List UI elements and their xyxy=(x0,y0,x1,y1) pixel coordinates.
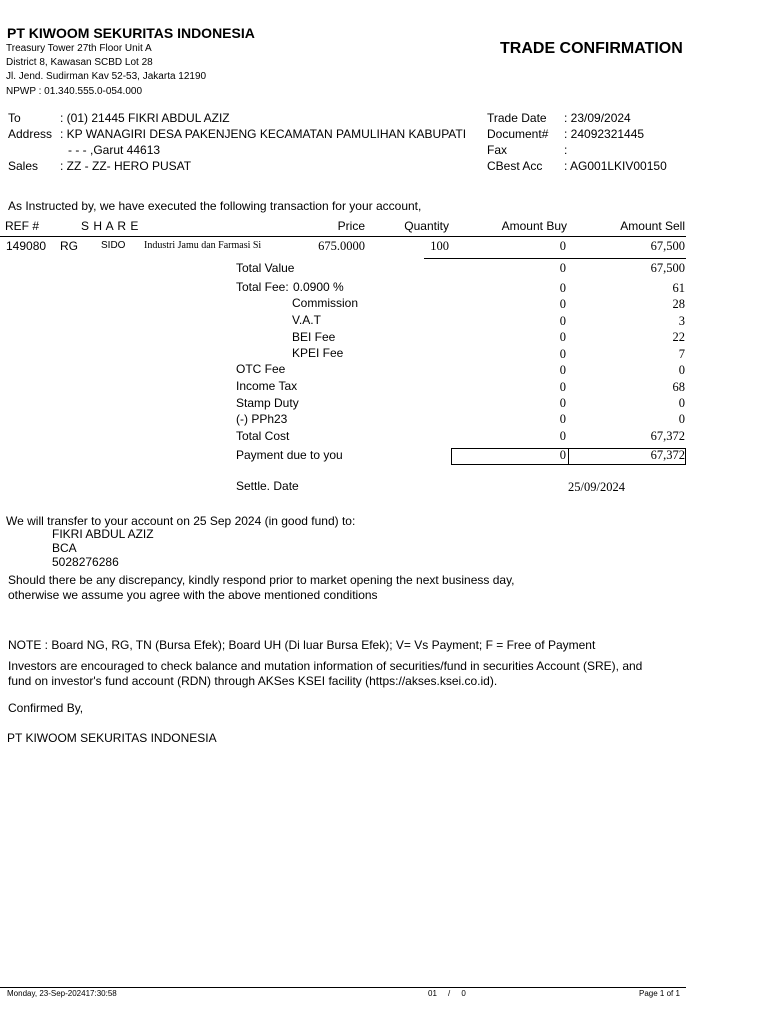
company-name: PT KIWOOM SEKURITAS INDONESIA xyxy=(7,25,255,41)
bei-fee-label: BEI Fee xyxy=(292,330,336,344)
total-value-label: Total Value xyxy=(236,261,295,275)
total-fee-buy: 0 xyxy=(559,281,566,295)
kpei-fee-label: KPEI Fee xyxy=(292,346,344,360)
sales-value: : ZZ - ZZ- HERO PUSAT xyxy=(60,159,192,173)
doc-title: TRADE CONFIRMATION xyxy=(500,40,683,57)
total-fee-sell: 61 xyxy=(672,281,685,295)
row-amount-sell: 67,500 xyxy=(650,239,685,253)
transfer-name: FIKRI ABDUL AZIZ xyxy=(52,527,154,541)
commission-sell: 28 xyxy=(672,297,685,311)
stamp-duty-buy: 0 xyxy=(559,396,566,410)
row-price: 675.0000 xyxy=(318,239,365,253)
vat-buy: 0 xyxy=(559,314,566,328)
document-value: : 24092321445 xyxy=(564,127,645,141)
row-board: RG xyxy=(60,239,78,253)
address-value-2: - - - ,Garut 44613 xyxy=(68,143,161,157)
total-cost-buy: 0 xyxy=(559,429,566,443)
settle-date-value: 25/09/2024 xyxy=(568,480,625,494)
total-cost-sell: 67,372 xyxy=(650,429,685,443)
header-share: S H A R E xyxy=(81,219,139,233)
otc-fee-sell: 0 xyxy=(678,363,685,377)
total-value-sell: 67,500 xyxy=(650,261,685,275)
income-tax-sell: 68 xyxy=(672,380,685,394)
row-divider xyxy=(424,258,686,259)
kpei-fee-buy: 0 xyxy=(559,347,566,361)
company-address-line-2: District 8, Kawasan SCBD Lot 28 xyxy=(6,57,153,68)
company-address-line-3: Jl. Jend. Sudirman Kav 52-53, Jakarta 12190 xyxy=(6,71,207,82)
otc-fee-buy: 0 xyxy=(559,363,566,377)
row-amount-buy: 0 xyxy=(559,239,566,253)
stamp-duty-sell: 0 xyxy=(678,396,685,410)
payment-due-buy: 0 xyxy=(559,448,566,462)
pph23-label: (-) PPh23 xyxy=(236,412,288,426)
pph23-sell: 0 xyxy=(678,412,685,426)
footer-timestamp: Monday, 23-Sep-202417:30:58 xyxy=(7,989,117,998)
header-price: Price xyxy=(337,219,365,233)
board-note: NOTE : Board NG, RG, TN (Bursa Efek); Board UH (Di luar Bursa Efek); V= Vs Payment; F = Free of Payment xyxy=(8,638,596,652)
address-label: Address xyxy=(8,127,53,141)
company-npwp: NPWP : 01.340.555.0-054.000 xyxy=(6,86,143,97)
otc-fee-label: OTC Fee xyxy=(236,362,286,376)
income-tax-buy: 0 xyxy=(559,380,566,394)
transfer-bank: BCA xyxy=(52,541,77,555)
footer-page: Page 1 of 1 xyxy=(639,989,680,998)
total-value-buy: 0 xyxy=(559,261,566,275)
payment-due-sell: 67,372 xyxy=(650,448,685,462)
header-divider xyxy=(0,236,686,237)
discrepancy-line-1: Should there be any discrepancy, kindly respond prior to market opening the next business day, xyxy=(8,573,515,587)
vat-label: V.A.T xyxy=(292,313,321,327)
address-value: : KP WANAGIRI DESA PAKENJENG KECAMATAN PAMULIHAN KABUPATI xyxy=(60,127,467,141)
cbest-value: : AG001LKIV00150 xyxy=(564,159,667,173)
confirmed-by: Confirmed By, xyxy=(8,701,84,715)
row-quantity: 100 xyxy=(430,239,449,253)
cbest-label: CBest Acc xyxy=(487,159,543,173)
row-ref: 149080 xyxy=(6,239,47,253)
income-tax-label: Income Tax xyxy=(236,379,298,393)
header-amount-buy: Amount Buy xyxy=(501,219,567,233)
pph23-buy: 0 xyxy=(559,412,566,426)
payment-due-label: Payment due to you xyxy=(236,448,343,462)
transfer-account: 5028276286 xyxy=(52,555,119,569)
stamp-duty-label: Stamp Duty xyxy=(236,396,299,410)
header-quantity: Quantity xyxy=(404,219,449,233)
vat-sell: 3 xyxy=(678,314,685,328)
transfer-intro: We will transfer to your account on 25 Sep 2024 (in good fund) to: xyxy=(6,514,356,528)
row-code: SIDO xyxy=(101,240,126,251)
fax-label: Fax xyxy=(487,143,508,157)
bei-fee-buy: 0 xyxy=(559,330,566,344)
trade-date-value: : 23/09/2024 xyxy=(564,111,631,125)
header-ref: REF # xyxy=(5,219,40,233)
intro-text: As Instructed by, we have executed the following transaction for your account, xyxy=(8,199,422,213)
to-label: To xyxy=(8,111,21,125)
kpei-fee-sell: 7 xyxy=(678,347,685,361)
footer-divider xyxy=(0,987,686,988)
sales-label: Sales xyxy=(8,159,39,173)
total-cost-label: Total Cost xyxy=(236,429,290,443)
settle-date-label: Settle. Date xyxy=(236,479,299,493)
investors-line-1: Investors are encouraged to check balance and mutation information of securities/fund in securities Account (SRE), and xyxy=(8,659,643,673)
discrepancy-line-2: otherwise we assume you agree with the above mentioned conditions xyxy=(8,588,378,602)
total-fee-pct: 0.0900 % xyxy=(293,280,344,294)
investors-line-2: fund on investor's fund account (RDN) through AKSes KSEI facility (https://akses.ksei.co.id). xyxy=(8,674,498,688)
total-fee-label: Total Fee: xyxy=(236,280,289,294)
commission-buy: 0 xyxy=(559,297,566,311)
document-label: Document# xyxy=(487,127,549,141)
header-amount-sell: Amount Sell xyxy=(620,219,685,233)
fax-value: : xyxy=(564,143,568,157)
commission-label: Commission xyxy=(292,296,359,310)
footer-code: 01 / 0 xyxy=(428,989,466,998)
trade-date-label: Trade Date xyxy=(487,111,547,125)
row-share-name: Industri Jamu dan Farmasi Si xyxy=(144,240,262,251)
company-address-line-1: Treasury Tower 27th Floor Unit A xyxy=(6,43,152,54)
to-value: : (01) 21445 FIKRI ABDUL AZIZ xyxy=(60,111,230,125)
signoff-company: PT KIWOOM SEKURITAS INDONESIA xyxy=(7,731,217,745)
bei-fee-sell: 22 xyxy=(672,330,685,344)
